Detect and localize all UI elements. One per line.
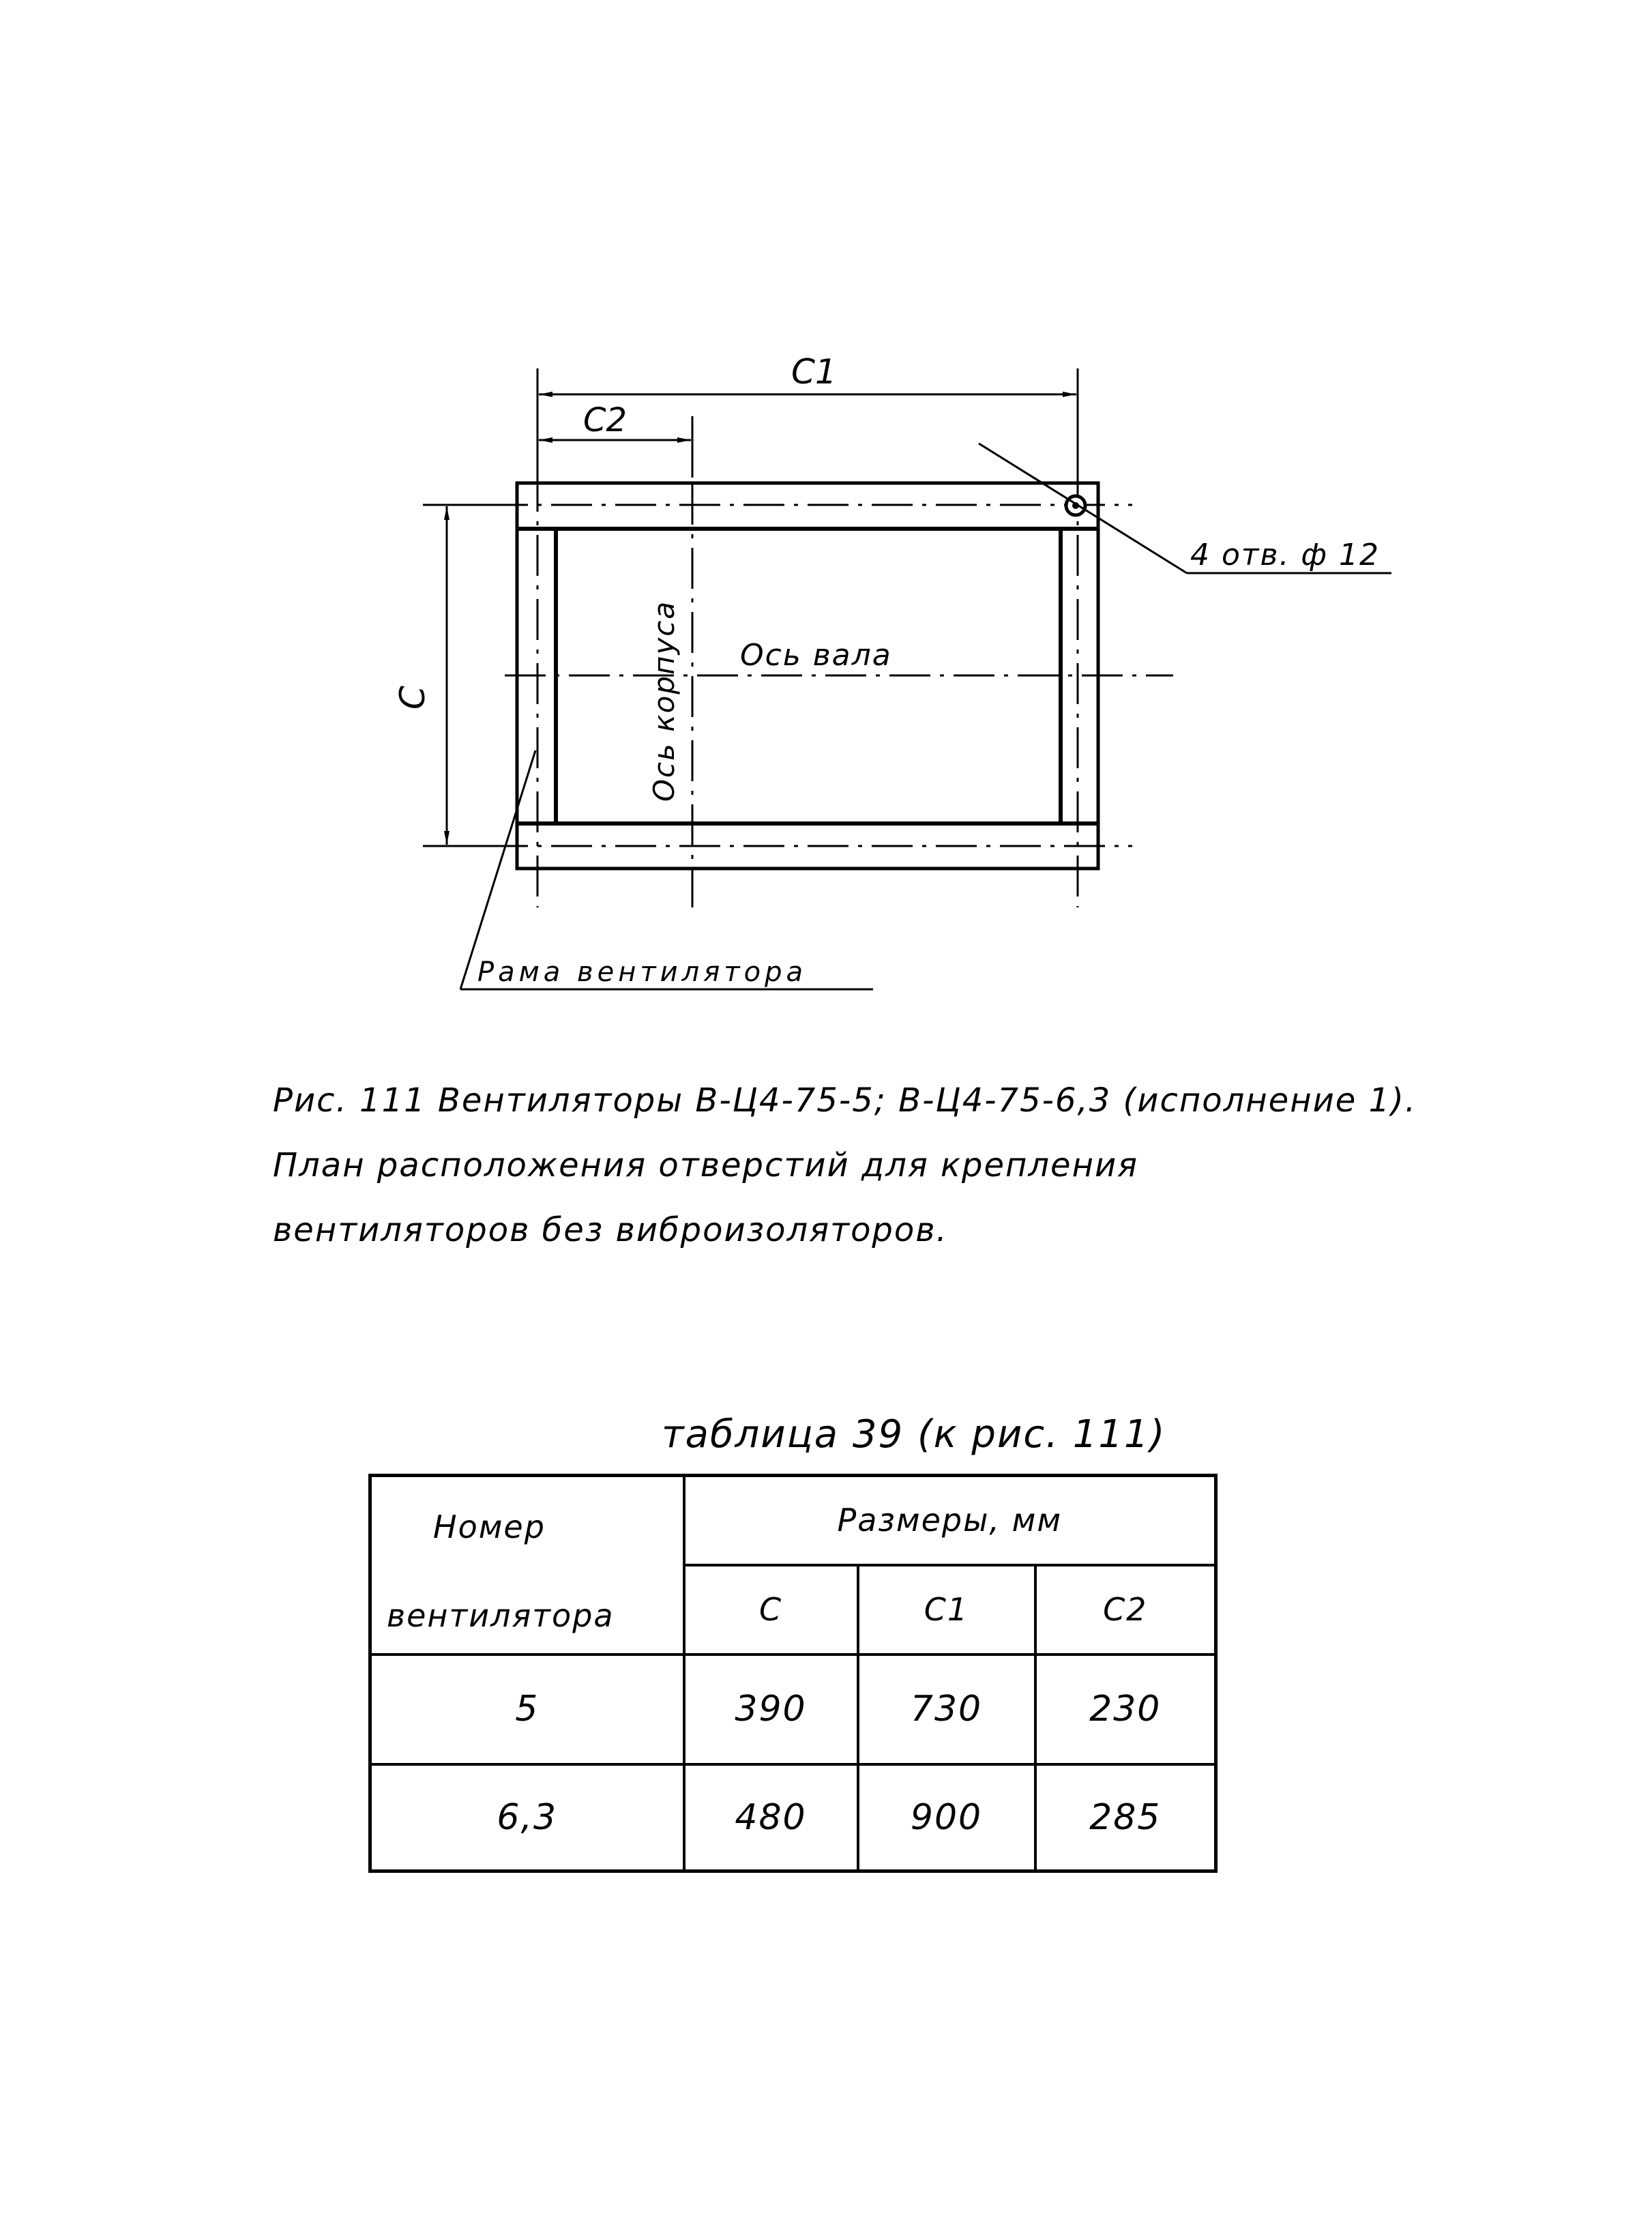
header-col-c2: С2: [1035, 1565, 1216, 1654]
header-fan-number-line2: вентилятора: [387, 1597, 615, 1634]
cell-number: 5: [370, 1654, 684, 1764]
table-header-row: [370, 1476, 1216, 1565]
cell-c1: 900: [858, 1764, 1035, 1871]
dim-c-label: C: [393, 686, 432, 710]
header-fan-number-line1: Номер: [433, 1508, 546, 1545]
cell-c: 390: [684, 1654, 858, 1764]
dim-c1-label: C1: [791, 352, 837, 392]
holes-note: 4 отв. ф 12: [1190, 538, 1381, 572]
leader-lines: [460, 443, 1391, 989]
frame-drawing: [0, 0, 1652, 1010]
header-col-c1: С1: [858, 1565, 1035, 1654]
caption-line-3: вентиляторов без виброизоляторов.: [273, 1211, 948, 1249]
header-sizes: Размеры, мм: [684, 1476, 1216, 1565]
cell-c2: 285: [1035, 1764, 1216, 1871]
frame-label: Рама вентилятора: [477, 957, 807, 988]
caption-line-2: План расположения отверстий для крепления: [273, 1146, 1139, 1184]
cell-c2: 230: [1035, 1654, 1216, 1764]
header-fan-number: [370, 1476, 684, 1654]
caption-line-1: Рис. 111 Вентиляторы В-Ц4-75-5; В-Ц4-75-6,3 (исполнение 1).: [273, 1081, 1417, 1120]
size-table: [368, 1474, 1218, 1873]
cell-c: 480: [684, 1764, 858, 1871]
dim-c2-label: C2: [583, 401, 628, 439]
table-row: [370, 1654, 1216, 1764]
table-title: таблица 39 (к рис. 111): [662, 1412, 1166, 1457]
cell-number: 6,3: [370, 1764, 684, 1871]
cell-c1: 730: [858, 1654, 1035, 1764]
body-axis-label: Ось корпуса: [647, 600, 681, 802]
table-row: [370, 1764, 1216, 1871]
header-col-c: С: [684, 1565, 858, 1654]
shaft-axis-label: Ось вала: [740, 638, 892, 673]
dimension-lines: [423, 368, 1078, 846]
